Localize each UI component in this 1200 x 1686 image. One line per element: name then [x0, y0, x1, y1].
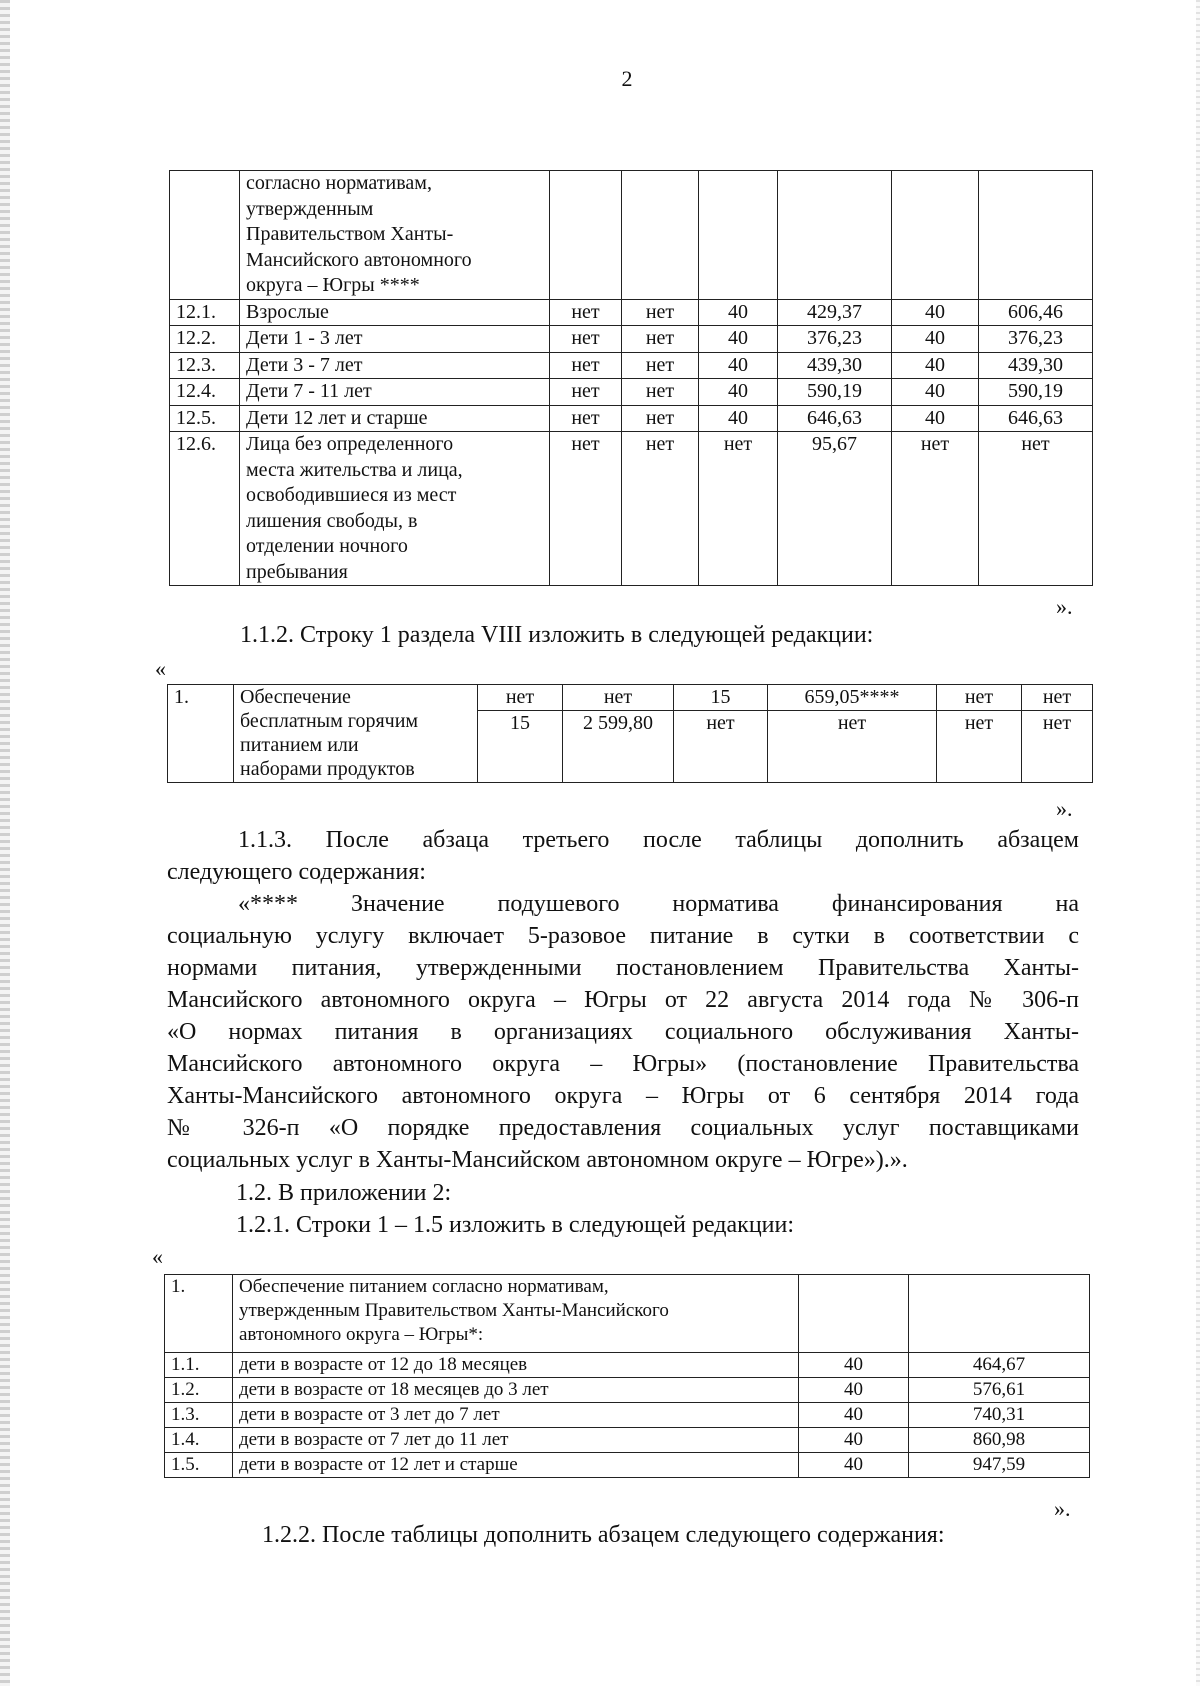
cell-line: освободившиеся из мест	[246, 484, 457, 506]
table-row	[165, 1353, 1090, 1378]
row-number: 12.2.	[170, 326, 240, 353]
table-row	[170, 379, 1093, 406]
table-cell-name	[240, 171, 550, 300]
table-cell: 40	[892, 352, 979, 379]
table-cell: нет	[622, 379, 699, 406]
table-row	[168, 685, 1093, 711]
row-name	[234, 685, 478, 783]
table-cell: 646,63	[979, 405, 1093, 432]
table-cell: 15	[674, 685, 768, 711]
table-cell: 646,63	[778, 405, 892, 432]
table-cell: 439,30	[979, 352, 1093, 379]
cell-line: Правительством Ханты-	[246, 223, 454, 245]
table-cell: 659,05****	[768, 685, 937, 711]
cell-line: Обеспечение	[240, 686, 351, 708]
row-number: 1.5.	[165, 1453, 233, 1478]
row-number: 12.5.	[170, 405, 240, 432]
row-number: 1.3.	[165, 1403, 233, 1428]
text-line: Мансийского автономного округа – Югры от 22 августа 2014 года № 306-п	[167, 987, 1079, 1013]
cell-line: наборами продуктов	[240, 758, 415, 780]
cell-line: утвержденным Правительством Ханты-Мансийского	[239, 1300, 669, 1321]
row-name: дети в возрасте от 3 лет до 7 лет	[233, 1403, 799, 1428]
table-cell: 2 599,80	[563, 711, 674, 783]
row-number: 1.2.	[165, 1378, 233, 1403]
heading-1-2: 1.2. В приложении 2:	[236, 1180, 452, 1206]
table-cell: нет	[1022, 685, 1093, 711]
table-cell: нет	[550, 299, 622, 326]
table-cell: 40	[699, 379, 778, 406]
row-number: 1.1.	[165, 1353, 233, 1378]
table-cell: 590,19	[979, 379, 1093, 406]
table-cell: 95,67	[778, 432, 892, 586]
row-name: Взрослые	[240, 299, 550, 326]
table-cell: нет	[622, 432, 699, 586]
table-cell	[699, 171, 778, 300]
row-name	[233, 1275, 799, 1353]
text-line: 1.1.3. После абзаца третьего после таблицы дополнить абзацем	[238, 827, 1079, 853]
row-number: 1.	[165, 1275, 233, 1353]
opening-quote: «	[152, 1244, 163, 1269]
table-cell: 376,23	[979, 326, 1093, 353]
table-row	[170, 171, 1093, 300]
cell-line: округа – Югры ****	[246, 274, 420, 296]
table-cell: нет	[622, 299, 699, 326]
table-row	[165, 1403, 1090, 1428]
cell-line: автономного округа – Югры*:	[239, 1324, 484, 1345]
cell-line: Обеспечение питанием согласно нормативам,	[239, 1276, 609, 1297]
table-cell: нет	[478, 685, 563, 711]
table-row	[165, 1378, 1090, 1403]
text-line: Ханты-Мансийского автономного округа – Югры от 6 сентября 2014 года	[167, 1083, 1079, 1109]
heading-1-1-2: 1.1.2. Строку 1 раздела VIII изложить в следующей редакции:	[240, 622, 874, 648]
cell-line: бесплатным горячим	[240, 710, 419, 732]
table-cell: нет	[550, 432, 622, 586]
table-row	[170, 352, 1093, 379]
table-cell: нет	[622, 352, 699, 379]
table-cell: нет	[937, 711, 1022, 783]
row-name: Дети 3 - 7 лет	[240, 352, 550, 379]
table-cell: нет	[622, 326, 699, 353]
text-line: нормами питания, утвержденными постановлением Правительства Ханты-	[167, 955, 1079, 981]
row-name: дети в возрасте от 7 лет до 11 лет	[233, 1428, 799, 1453]
page-number: 2	[621, 66, 633, 91]
table-cell	[622, 171, 699, 300]
text-line: «О нормах питания в организациях социального обслуживания Ханты-	[167, 1019, 1079, 1045]
table-cell	[909, 1275, 1090, 1353]
table-section-12	[169, 170, 1093, 586]
table-row	[170, 405, 1093, 432]
table-cell: нет	[979, 432, 1093, 586]
row-name: Дети 12 лет и старше	[240, 405, 550, 432]
table-cell: нет	[550, 352, 622, 379]
text-line: Мансийского автономного округа – Югры» (постановление Правительства	[167, 1051, 1079, 1077]
table-cell: 40	[892, 326, 979, 353]
table-cell: 40	[699, 326, 778, 353]
table-cell: 40	[799, 1378, 909, 1403]
table-cell: 40	[799, 1453, 909, 1478]
cell-line: Мансийского автономного	[246, 248, 472, 271]
cell-line: места жительства и лица,	[246, 458, 463, 481]
table-row	[165, 1453, 1090, 1478]
table-cell: 429,37	[778, 299, 892, 326]
table-cell	[778, 171, 892, 300]
table-cell: 376,23	[778, 326, 892, 353]
table-appendix-2	[164, 1274, 1090, 1478]
table-row	[170, 326, 1093, 353]
table-cell: 40	[799, 1403, 909, 1428]
table-cell: нет	[699, 432, 778, 586]
table-cell: 947,59	[909, 1453, 1090, 1478]
table-row	[170, 432, 1093, 586]
table-cell: 40	[892, 299, 979, 326]
row-name: дети в возрасте от 12 лет и старше	[233, 1453, 799, 1478]
table-cell: 464,67	[909, 1353, 1090, 1378]
closing-quote: ».	[1056, 796, 1073, 821]
footnote-paragraph	[167, 888, 1079, 1176]
table-cell: 40	[699, 299, 778, 326]
table-cell	[979, 171, 1093, 300]
table-cell: нет	[550, 326, 622, 353]
cell-line: утвержденным	[246, 197, 374, 220]
table-cell: нет	[563, 685, 674, 711]
opening-quote: «	[155, 656, 166, 681]
table-cell: нет	[892, 432, 979, 586]
row-name: дети в возрасте от 18 месяцев до 3 лет	[233, 1378, 799, 1403]
heading-1-2-1: 1.2.1. Строки 1 – 1.5 изложить в следующей редакции:	[236, 1212, 795, 1238]
row-name: Дети 7 - 11 лет	[240, 379, 550, 406]
table-cell: 15	[478, 711, 563, 783]
table-cell	[799, 1275, 909, 1353]
cell-line: пребывания	[246, 560, 348, 583]
row-name	[240, 432, 550, 586]
table-row	[170, 299, 1093, 326]
table-row	[165, 1428, 1090, 1453]
table-cell	[892, 171, 979, 300]
table-cell: нет	[674, 711, 768, 783]
row-number: 1.	[168, 685, 234, 783]
table-cell: 40	[892, 379, 979, 406]
cell-line: отделении ночного	[246, 535, 408, 557]
row-name: дети в возрасте от 12 до 18 месяцев	[233, 1353, 799, 1378]
row-number: 12.6.	[170, 432, 240, 586]
cell-line: лишения свободы, в	[246, 509, 418, 532]
table-cell: нет	[622, 405, 699, 432]
scan-right-edge	[1196, 0, 1200, 1686]
text-line: следующего содержания:	[167, 859, 426, 885]
row-name: Дети 1 - 3 лет	[240, 326, 550, 353]
table-cell: нет	[550, 405, 622, 432]
closing-quote: ».	[1056, 594, 1073, 619]
row-number: 12.1.	[170, 299, 240, 326]
table-cell: 40	[699, 352, 778, 379]
table-cell	[550, 171, 622, 300]
table-cell: 40	[699, 405, 778, 432]
text-line: социальную услугу включает 5-разовое питание в сутки в соответствии с	[167, 923, 1079, 949]
text-line: № 326-п «О порядке предоставления социальных услуг поставщиками	[167, 1115, 1079, 1141]
table-cell	[170, 171, 240, 300]
table-section-8	[167, 684, 1093, 783]
table-cell: нет	[937, 685, 1022, 711]
heading-1-2-2: 1.2.2. После таблицы дополнить абзацем следующего содержания:	[262, 1522, 945, 1548]
text-line: социальных услуг в Ханты-Мансийском автономном округе – Югре»).».	[167, 1147, 908, 1173]
table-cell: 40	[799, 1353, 909, 1378]
table-cell: 576,61	[909, 1378, 1090, 1403]
cell-line: Лица без определенного	[246, 433, 454, 455]
table-cell: 40	[892, 405, 979, 432]
text-line: «**** Значение подушевого норматива финансирования на	[238, 891, 1079, 917]
paragraph-1-1-3	[167, 824, 1079, 888]
cell-line: питанием или	[240, 734, 359, 756]
table-cell: нет	[550, 379, 622, 406]
table-cell: 590,19	[778, 379, 892, 406]
table-cell: нет	[768, 711, 937, 783]
table-cell: 40	[799, 1428, 909, 1453]
table-cell: 740,31	[909, 1403, 1090, 1428]
table-cell: 860,98	[909, 1428, 1090, 1453]
row-number: 12.3.	[170, 352, 240, 379]
table-cell: 606,46	[979, 299, 1093, 326]
scan-left-edge	[0, 0, 10, 1686]
cell-line: согласно нормативам,	[246, 172, 432, 194]
table-row	[165, 1275, 1090, 1353]
row-number: 12.4.	[170, 379, 240, 406]
table-cell: 439,30	[778, 352, 892, 379]
closing-quote: ».	[1054, 1496, 1071, 1521]
row-number: 1.4.	[165, 1428, 233, 1453]
table-cell: нет	[1022, 711, 1093, 783]
